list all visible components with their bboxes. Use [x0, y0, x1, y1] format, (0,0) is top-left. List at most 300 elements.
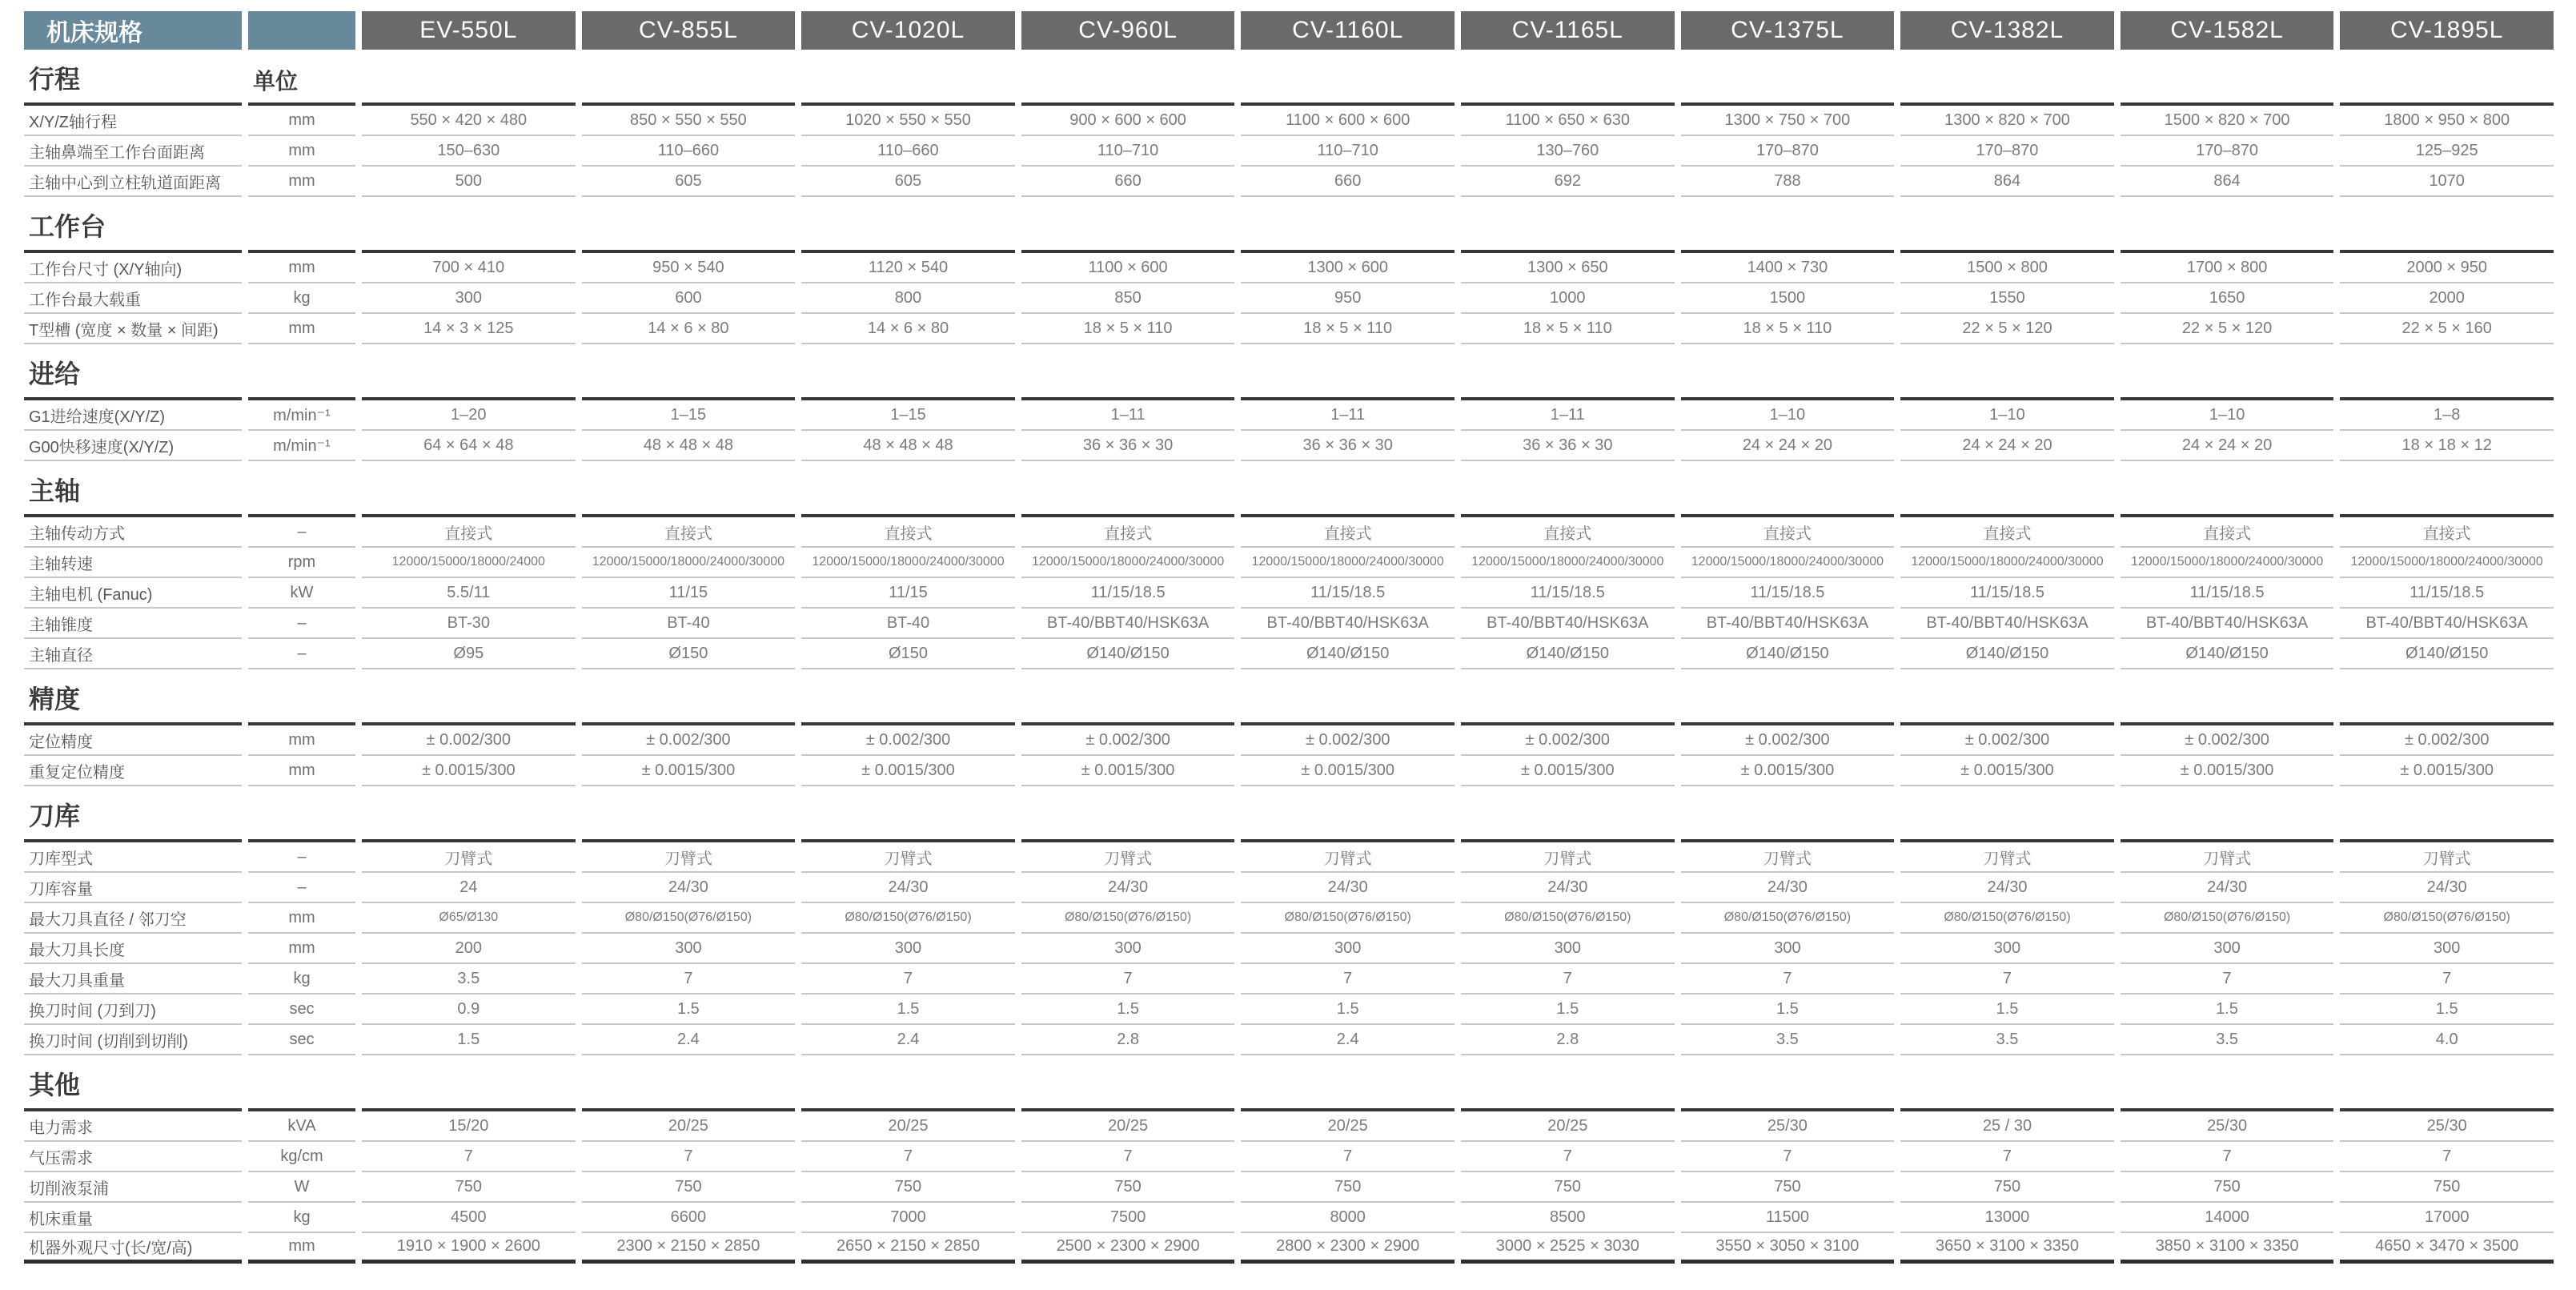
spec-sections: [24, 61, 2554, 1264]
spec-cell: 1.5: [1021, 995, 1235, 1025]
spec-cell: 11/15/18.5: [1021, 578, 1235, 609]
spec-section: [24, 356, 2554, 461]
spec-cell: 7: [2340, 1142, 2554, 1172]
spec-cell: 24 × 24 × 20: [1900, 431, 2114, 461]
spec-cell: ± 0.002/300: [1241, 725, 1455, 756]
spec-cell: ± 0.002/300: [1681, 725, 1895, 756]
spec-cell: BT-40: [582, 609, 796, 639]
spec-row-label: 最大刀具直径 / 邻刀空: [24, 903, 242, 934]
section-rule-cell: [1681, 61, 1895, 106]
section-rule-cell: [1241, 1067, 1455, 1111]
section-rule-cell: [2121, 681, 2334, 725]
spec-cell: Ø150: [801, 639, 1015, 669]
section-rule-cell: [1021, 472, 1235, 517]
spec-cell: 14 × 3 × 125: [362, 314, 576, 344]
spec-cell: 750: [801, 1172, 1015, 1203]
spec-cell: 1400 × 730: [1681, 253, 1895, 283]
section-rule-cell: [582, 798, 796, 842]
spec-cell: ± 0.0015/300: [2121, 756, 2334, 786]
spec-cell: 18 × 18 × 12: [2340, 431, 2554, 461]
spec-cell: 170–870: [1900, 136, 2114, 167]
spec-row-label: X/Y/Z轴行程: [24, 106, 242, 136]
spec-cell: 300: [582, 934, 796, 964]
spec-cell: 4500: [362, 1203, 576, 1233]
spec-cell: 20/25: [1241, 1111, 1455, 1142]
spec-cell: 1–11: [1021, 400, 1235, 431]
spec-cell: ± 0.0015/300: [1021, 756, 1235, 786]
spec-section: [24, 61, 2554, 197]
model-header: CV-1895L: [2340, 11, 2554, 50]
spec-cell: 7: [2121, 964, 2334, 995]
spec-row-label: 气压需求: [24, 1142, 242, 1172]
spec-cell: 1300 × 650: [1461, 253, 1675, 283]
spec-cell: 48 × 48 × 48: [582, 431, 796, 461]
section-rule-cell: [582, 208, 796, 253]
spec-cell: 25/30: [1681, 1111, 1895, 1142]
model-header: EV-550L: [362, 11, 576, 50]
spec-cell: 11500: [1681, 1203, 1895, 1233]
spec-cell: 1.5: [2340, 995, 2554, 1025]
spec-row-unit: mm: [248, 136, 355, 167]
section-rule-cell: [801, 208, 1015, 253]
spec-cell: 1–20: [362, 400, 576, 431]
spec-section: [24, 681, 2554, 786]
unit-header: [248, 356, 355, 400]
spec-cell: ± 0.0015/300: [1461, 756, 1675, 786]
spec-cell: 刀臂式: [2340, 842, 2554, 873]
spec-cell: 12000/15000/18000/24000/30000: [2121, 548, 2334, 578]
spec-cell: 600: [582, 283, 796, 314]
spec-cell: 2.8: [1461, 1025, 1675, 1055]
spec-cell: Ø95: [362, 639, 576, 669]
spec-cell: 750: [1900, 1172, 2114, 1203]
spec-cell: 1020 × 550 × 550: [801, 106, 1015, 136]
spec-cell: Ø80/Ø150(Ø76/Ø150): [582, 903, 796, 934]
unit-header: 单位: [248, 61, 355, 106]
spec-cell: 300: [1461, 934, 1675, 964]
section-rule-cell: [1021, 208, 1235, 253]
spec-cell: 20/25: [1021, 1111, 1235, 1142]
spec-cell: 24/30: [1241, 873, 1455, 903]
spec-row-label: G00快移速度(X/Y/Z): [24, 431, 242, 461]
spec-row-unit: mm: [248, 934, 355, 964]
spec-cell: BT-30: [362, 609, 576, 639]
spec-cell: 36 × 36 × 30: [1241, 431, 1455, 461]
spec-cell: 刀臂式: [1681, 842, 1895, 873]
spec-cell: 3550 × 3050 × 3100: [1681, 1233, 1895, 1264]
spec-row-unit: mm: [248, 1233, 355, 1264]
spec-cell: 11/15/18.5: [1681, 578, 1895, 609]
section-rule-cell: [1461, 798, 1675, 842]
spec-cell: 18 × 5 × 110: [1461, 314, 1675, 344]
section-rule-cell: [1461, 1067, 1675, 1111]
section-rule-cell: [1021, 1067, 1235, 1111]
section-rule-cell: [582, 1067, 796, 1111]
spec-cell: 22 × 5 × 120: [1900, 314, 2114, 344]
section-rule-cell: [2121, 356, 2334, 400]
section-rule-cell: [1900, 356, 2114, 400]
spec-row-label: 机床重量: [24, 1203, 242, 1233]
spec-cell: 750: [1461, 1172, 1675, 1203]
spec-cell: 24/30: [1021, 873, 1235, 903]
spec-cell: 5.5/11: [362, 578, 576, 609]
section-rule-cell: [1681, 472, 1895, 517]
spec-cell: 3.5: [362, 964, 576, 995]
spec-cell: 24/30: [582, 873, 796, 903]
spec-cell: 1120 × 540: [801, 253, 1015, 283]
section-rule-cell: [1900, 472, 2114, 517]
spec-cell: ± 0.0015/300: [362, 756, 576, 786]
spec-cell: Ø140/Ø150: [2121, 639, 2334, 669]
section-rule-cell: [2340, 472, 2554, 517]
spec-section: [24, 208, 2554, 344]
section-rule-cell: [801, 356, 1015, 400]
spec-cell: Ø80/Ø150(Ø76/Ø150): [1461, 903, 1675, 934]
spec-cell: 刀臂式: [582, 842, 796, 873]
spec-cell: 1.5: [1241, 995, 1455, 1025]
section-rule-cell: [362, 356, 576, 400]
section-rule-cell: [1900, 681, 2114, 725]
spec-cell: 刀臂式: [362, 842, 576, 873]
spec-cell: 750: [1241, 1172, 1455, 1203]
spec-cell: 1100 × 600 × 600: [1241, 106, 1455, 136]
section-rule-cell: [1681, 208, 1895, 253]
spec-row-unit: mm: [248, 756, 355, 786]
spec-cell: 1.5: [801, 995, 1015, 1025]
spec-row-unit: kg: [248, 1203, 355, 1233]
spec-cell: ± 0.002/300: [1021, 725, 1235, 756]
spec-cell: 110–660: [582, 136, 796, 167]
spec-row-label: 主轴锥度: [24, 609, 242, 639]
spec-cell: 7: [582, 1142, 796, 1172]
spec-cell: 7: [1461, 964, 1675, 995]
spec-cell: 24 × 24 × 20: [2121, 431, 2334, 461]
spec-cell: 25/30: [2121, 1111, 2334, 1142]
section-rule-cell: [1461, 356, 1675, 400]
section-rule-cell: [2340, 61, 2554, 106]
section-rule-cell: [1461, 681, 1675, 725]
spec-cell: 7: [801, 1142, 1015, 1172]
spec-row-unit: mm: [248, 725, 355, 756]
spec-cell: 7: [2121, 1142, 2334, 1172]
spec-row-label: 主轴传动方式: [24, 517, 242, 548]
spec-cell: 750: [2121, 1172, 2334, 1203]
spec-cell: Ø65/Ø130: [362, 903, 576, 934]
spec-cell: 1.5: [362, 1025, 576, 1055]
spec-cell: 1.5: [582, 995, 796, 1025]
section-rule-cell: [582, 472, 796, 517]
spec-cell: 25/30: [2340, 1111, 2554, 1142]
spec-cell: 950 × 540: [582, 253, 796, 283]
spec-cell: Ø80/Ø150(Ø76/Ø150): [2121, 903, 2334, 934]
spec-cell: 2.4: [801, 1025, 1015, 1055]
spec-cell: 1300 × 600: [1241, 253, 1455, 283]
spec-cell: 2.4: [582, 1025, 796, 1055]
spec-row-unit: sec: [248, 1025, 355, 1055]
spec-cell: BT-40/BBT40/HSK63A: [1021, 609, 1235, 639]
section-rule-cell: [2340, 1067, 2554, 1111]
spec-cell: 7: [1900, 1142, 2114, 1172]
spec-cell: 4650 × 3470 × 3500: [2340, 1233, 2554, 1264]
spec-cell: 1–8: [2340, 400, 2554, 431]
spec-cell: 3000 × 2525 × 3030: [1461, 1233, 1675, 1264]
section-rule-cell: [1021, 356, 1235, 400]
spec-cell: Ø140/Ø150: [1461, 639, 1675, 669]
section-rule-cell: [801, 472, 1015, 517]
spec-cell: 1500 × 800: [1900, 253, 2114, 283]
spec-cell: 12000/15000/18000/24000/30000: [1900, 548, 2114, 578]
spec-cell: 7: [801, 964, 1015, 995]
spec-cell: 1910 × 1900 × 2600: [362, 1233, 576, 1264]
section-rule-cell: [2121, 61, 2334, 106]
spec-cell: 刀臂式: [801, 842, 1015, 873]
spec-cell: 直接式: [1681, 517, 1895, 548]
spec-cell: ± 0.002/300: [582, 725, 796, 756]
spec-cell: 18 × 5 × 110: [1021, 314, 1235, 344]
spec-cell: 130–760: [1461, 136, 1675, 167]
spec-cell: ± 0.0015/300: [2340, 756, 2554, 786]
model-header: CV-960L: [1021, 11, 1235, 50]
spec-cell: BT-40/BBT40/HSK63A: [1461, 609, 1675, 639]
spec-cell: 1–15: [582, 400, 796, 431]
spec-cell: 125–925: [2340, 136, 2554, 167]
spec-cell: 12000/15000/18000/24000/30000: [1021, 548, 1235, 578]
spec-cell: 2650 × 2150 × 2850: [801, 1233, 1015, 1264]
spec-cell: 24 × 24 × 20: [1681, 431, 1895, 461]
spec-row-unit: kVA: [248, 1111, 355, 1142]
spec-cell: 864: [1900, 167, 2114, 197]
spec-cell: 2500 × 2300 × 2900: [1021, 1233, 1235, 1264]
model-header: CV-1160L: [1241, 11, 1455, 50]
spec-row-unit: mm: [248, 253, 355, 283]
section-rule-cell: [1461, 472, 1675, 517]
spec-cell: 7: [1241, 964, 1455, 995]
unit-header: [248, 798, 355, 842]
spec-row-unit: mm: [248, 314, 355, 344]
section-title: 其他: [24, 1067, 242, 1111]
spec-cell: Ø80/Ø150(Ø76/Ø150): [1241, 903, 1455, 934]
spec-cell: 12000/15000/18000/24000/30000: [1241, 548, 1455, 578]
spec-cell: 4.0: [2340, 1025, 2554, 1055]
section-rule-cell: [1681, 798, 1895, 842]
spec-cell: 24/30: [1681, 873, 1895, 903]
spec-cell: ± 0.002/300: [362, 725, 576, 756]
spec-cell: 直接式: [1900, 517, 2114, 548]
spec-cell: 11/15: [582, 578, 796, 609]
spec-cell: 刀臂式: [2121, 842, 2334, 873]
section-rule-cell: [801, 798, 1015, 842]
spec-cell: Ø140/Ø150: [1241, 639, 1455, 669]
spec-cell: 7: [362, 1142, 576, 1172]
section-rule-cell: [1900, 61, 2114, 106]
spec-row-label: 最大刀具长度: [24, 934, 242, 964]
section-title: 进给: [24, 356, 242, 400]
spec-cell: 刀臂式: [1241, 842, 1455, 873]
spec-cell: 700 × 410: [362, 253, 576, 283]
section-rule-cell: [362, 61, 576, 106]
spec-row-label: 重复定位精度: [24, 756, 242, 786]
spec-row-label: 刀库型式: [24, 842, 242, 873]
spec-cell: 直接式: [1021, 517, 1235, 548]
spec-cell: 200: [362, 934, 576, 964]
section-rule-cell: [362, 681, 576, 725]
spec-cell: 直接式: [1241, 517, 1455, 548]
spec-cell: BT-40/BBT40/HSK63A: [1900, 609, 2114, 639]
spec-cell: BT-40: [801, 609, 1015, 639]
spec-cell: 24/30: [801, 873, 1015, 903]
section-rule-cell: [362, 208, 576, 253]
spec-cell: 18 × 5 × 110: [1681, 314, 1895, 344]
spec-cell: 1100 × 650 × 630: [1461, 106, 1675, 136]
spec-row-label: 换刀时间 (刀到刀): [24, 995, 242, 1025]
section-rule-cell: [801, 61, 1015, 106]
spec-cell: 2.8: [1021, 1025, 1235, 1055]
spec-cell: 1–10: [1900, 400, 2114, 431]
spec-cell: 直接式: [801, 517, 1015, 548]
spec-cell: Ø140/Ø150: [2340, 639, 2554, 669]
spec-cell: 11/15: [801, 578, 1015, 609]
spec-cell: 605: [582, 167, 796, 197]
section-rule-cell: [1241, 356, 1455, 400]
spec-row-unit: –: [248, 842, 355, 873]
spec-cell: ± 0.0015/300: [1900, 756, 2114, 786]
spec-cell: ± 0.0015/300: [801, 756, 1015, 786]
spec-cell: 850 × 550 × 550: [582, 106, 796, 136]
spec-cell: Ø80/Ø150(Ø76/Ø150): [1681, 903, 1895, 934]
spec-row-label: T型槽 (宽度 × 数量 × 间距): [24, 314, 242, 344]
spec-cell: 36 × 36 × 30: [1461, 431, 1675, 461]
section-title: 主轴: [24, 472, 242, 517]
spec-row-unit: –: [248, 873, 355, 903]
section-rule-cell: [1241, 798, 1455, 842]
spec-cell: 750: [1021, 1172, 1235, 1203]
spec-cell: 11/15/18.5: [1900, 578, 2114, 609]
spec-cell: 605: [801, 167, 1015, 197]
spec-cell: 1–15: [801, 400, 1015, 431]
spec-cell: 1–11: [1461, 400, 1675, 431]
spec-cell: 24: [362, 873, 576, 903]
spec-cell: 7: [1681, 1142, 1895, 1172]
spec-cell: 300: [1241, 934, 1455, 964]
spec-cell: 8000: [1241, 1203, 1455, 1233]
section-rule-cell: [1021, 798, 1235, 842]
spec-cell: 3.5: [2121, 1025, 2334, 1055]
unit-header: [248, 681, 355, 725]
section-title: 工作台: [24, 208, 242, 253]
section-rule-cell: [2121, 472, 2334, 517]
spec-cell: 1000: [1461, 283, 1675, 314]
spec-cell: 直接式: [1461, 517, 1675, 548]
spec-row-unit: kg/cm: [248, 1142, 355, 1172]
spec-row-unit: W: [248, 1172, 355, 1203]
section-rule-cell: [1461, 208, 1675, 253]
spec-cell: 24/30: [1900, 873, 2114, 903]
spec-cell: 950: [1241, 283, 1455, 314]
spec-cell: 20/25: [582, 1111, 796, 1142]
spec-cell: 300: [1021, 934, 1235, 964]
section-rule-cell: [1900, 1067, 2114, 1111]
spec-cell: 11/15/18.5: [1241, 578, 1455, 609]
spec-cell: Ø80/Ø150(Ø76/Ø150): [801, 903, 1015, 934]
spec-cell: 7500: [1021, 1203, 1235, 1233]
spec-cell: 2.4: [1241, 1025, 1455, 1055]
spec-cell: Ø80/Ø150(Ø76/Ø150): [1900, 903, 2114, 934]
spec-cell: 刀臂式: [1461, 842, 1675, 873]
section-rule-cell: [362, 798, 576, 842]
spec-cell: 20/25: [801, 1111, 1015, 1142]
spec-cell: ± 0.002/300: [2121, 725, 2334, 756]
spec-cell: 1500: [1681, 283, 1895, 314]
section-rule-cell: [1681, 356, 1895, 400]
spec-cell: ± 0.002/300: [1461, 725, 1675, 756]
spec-row-label: 定位精度: [24, 725, 242, 756]
spec-cell: 692: [1461, 167, 1675, 197]
spec-cell: 750: [582, 1172, 796, 1203]
section-rule-cell: [801, 1067, 1015, 1111]
section-rule-cell: [801, 681, 1015, 725]
model-header: CV-1165L: [1461, 11, 1675, 50]
section-rule-cell: [362, 1067, 576, 1111]
spec-cell: 2000: [2340, 283, 2554, 314]
section-rule-cell: [1021, 61, 1235, 106]
spec-cell: 1–10: [1681, 400, 1895, 431]
spec-cell: 7: [582, 964, 796, 995]
spec-row-unit: m/min⁻¹: [248, 400, 355, 431]
unit-header: [248, 208, 355, 253]
spec-cell: ± 0.002/300: [2340, 725, 2554, 756]
spec-row-label: 主轴转速: [24, 548, 242, 578]
spec-cell: 直接式: [362, 517, 576, 548]
spec-cell: 48 × 48 × 48: [801, 431, 1015, 461]
spec-cell: BT-40/BBT40/HSK63A: [2121, 609, 2334, 639]
spec-cell: 1.5: [1681, 995, 1895, 1025]
spec-cell: 7: [1461, 1142, 1675, 1172]
spec-cell: 18 × 5 × 110: [1241, 314, 1455, 344]
spec-cell: 300: [2340, 934, 2554, 964]
spec-cell: 8500: [1461, 1203, 1675, 1233]
spec-cell: 750: [1681, 1172, 1895, 1203]
spec-cell: 14 × 6 × 80: [582, 314, 796, 344]
section-rule-cell: [2340, 798, 2554, 842]
spec-cell: 1–10: [2121, 400, 2334, 431]
spec-cell: 300: [362, 283, 576, 314]
model-header: CV-1020L: [801, 11, 1015, 50]
spec-cell: 13000: [1900, 1203, 2114, 1233]
spec-cell: 刀臂式: [1021, 842, 1235, 873]
spec-row-label: 切削液泵浦: [24, 1172, 242, 1203]
spec-cell: 3850 × 3100 × 3350: [2121, 1233, 2334, 1264]
unit-header: [248, 472, 355, 517]
spec-cell: 500: [362, 167, 576, 197]
spec-cell: 64 × 64 × 48: [362, 431, 576, 461]
spec-cell: Ø80/Ø150(Ø76/Ø150): [1021, 903, 1235, 934]
spec-cell: 7: [1021, 1142, 1235, 1172]
spec-cell: 0.9: [362, 995, 576, 1025]
spec-cell: 22 × 5 × 120: [2121, 314, 2334, 344]
model-header: CV-1582L: [2121, 11, 2334, 50]
spec-section: [24, 1067, 2554, 1264]
spec-cell: 1.5: [1900, 995, 2114, 1025]
spec-cell: 800: [801, 283, 1015, 314]
section-rule-cell: [1241, 61, 1455, 106]
spec-cell: 660: [1021, 167, 1235, 197]
spec-row-label: 机器外观尺寸(长/宽/高): [24, 1233, 242, 1264]
spec-cell: 660: [1241, 167, 1455, 197]
spec-cell: 7: [1021, 964, 1235, 995]
spec-cell: 11/15/18.5: [1461, 578, 1675, 609]
spec-cell: 2800 × 2300 × 2900: [1241, 1233, 1455, 1264]
section-rule-cell: [582, 681, 796, 725]
